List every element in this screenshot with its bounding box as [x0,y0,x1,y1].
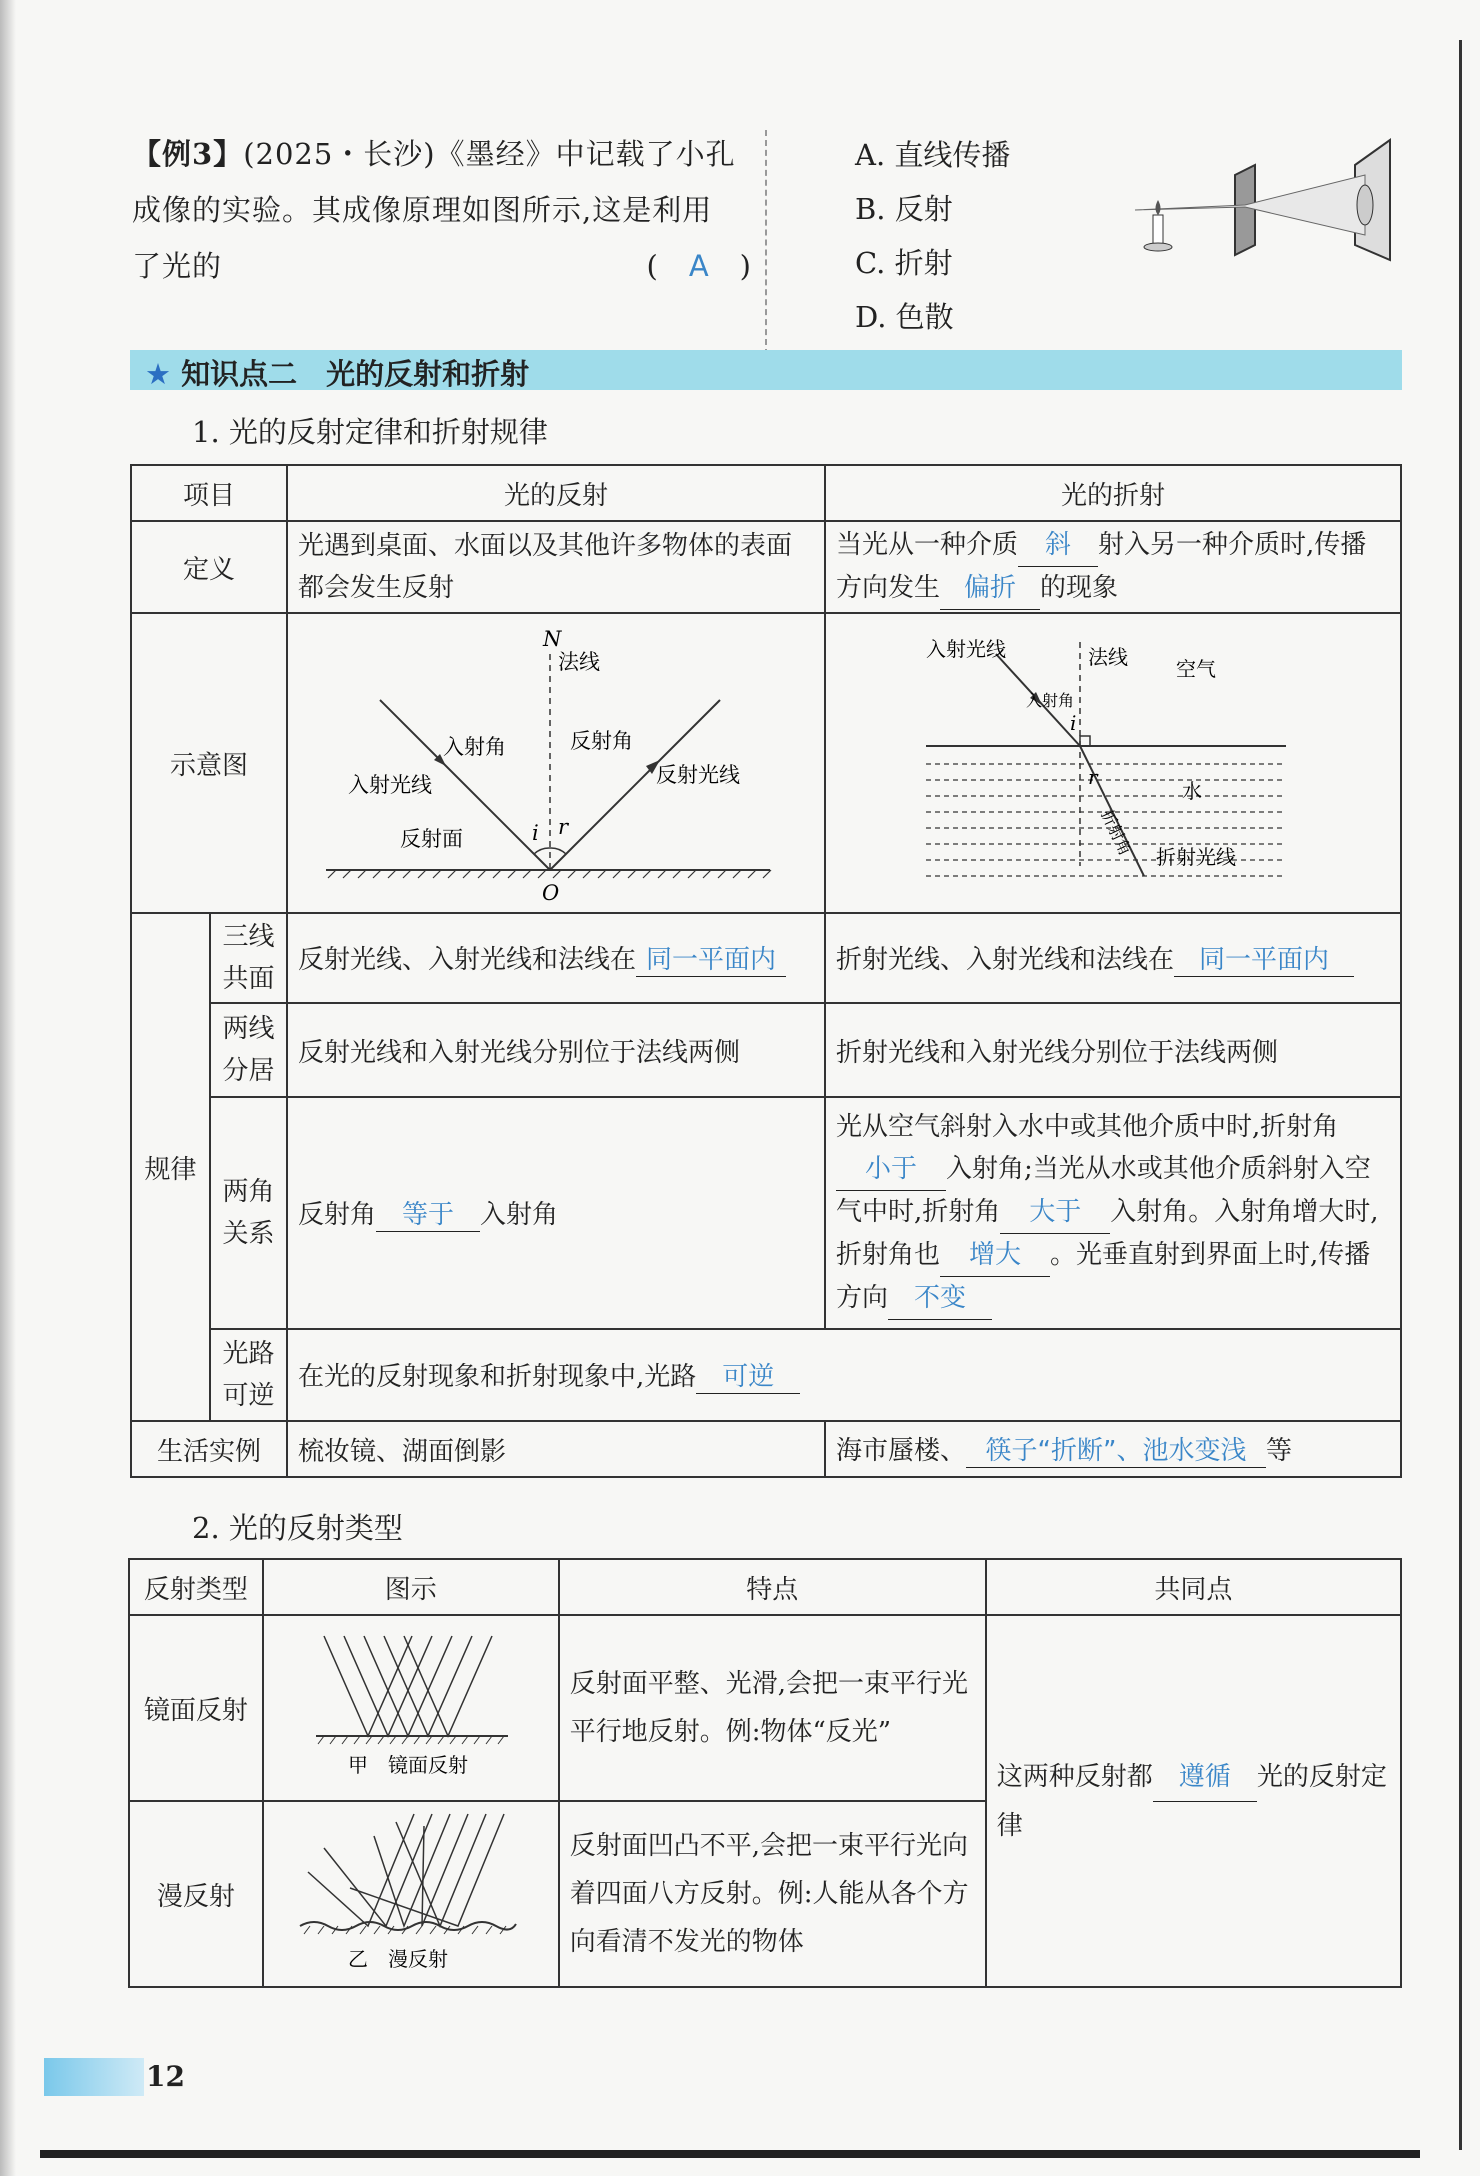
mirror-diagram-cell [263,1615,559,1801]
svg-text:空气: 空气 [1175,657,1216,681]
row-label: 示意图 [131,613,287,913]
reflection-diagram [288,614,824,912]
rule-label: 三线 共面 [210,913,287,1003]
row-label: 规律 [131,913,210,1421]
header-cell: 图示 [263,1559,559,1615]
rule-sides-reflection: 反射光线和入射光线分别位于法线两侧 [287,1003,825,1097]
option: A. 直线传播 [855,138,1011,172]
svg-text:入射角: 入射角 [1025,691,1074,710]
diffuse-diagram-cell [263,1801,559,1987]
rule-label: 两角 关系 [210,1097,287,1329]
reflection-diagram-cell [287,613,825,913]
diagram-caption: 乙 漫反射 [347,1947,448,1971]
svg-text:入射角: 入射角 [442,735,506,759]
refraction-diagram-cell [825,613,1401,913]
scan-edge [0,0,16,2176]
header-cell: 共同点 [986,1559,1401,1615]
svg-text:法线: 法线 [1087,645,1128,669]
svg-text:i: i [531,821,539,845]
rule-label: 光路 可逆 [210,1329,287,1421]
row-label: 生活实例 [131,1421,287,1477]
header-cell: 光的反射 [287,465,825,521]
row-label: 定义 [131,521,287,613]
options-list [855,128,1010,344]
definition-reflection: 光遇到桌面、水面以及其他许多物体的表面都会发生反射 [287,521,825,613]
svg-text:水: 水 [1181,779,1202,803]
diagram-caption: 甲 镜面反射 [347,1753,468,1777]
svg-text:反射角: 反射角 [569,729,633,753]
rule-sides-refraction: 折射光线和入射光线分别位于法线两侧 [825,1003,1401,1097]
header-cell: 光的折射 [825,465,1401,521]
label-normal: 法线 [557,650,600,674]
example-question: 【例3】(2025・长沙)《墨经》中记载了小孔 成像的实验。其成像原理如图所示,这是利用 了光的 ( A ) [132,137,752,283]
subsection-title: 1. 光的反射定律和折射规律 [192,415,548,449]
svg-text:O: O [541,881,560,905]
svg-text:r: r [557,815,569,839]
rule-coplanar-reflection: 反射光线、入射光线和法线在 同一平面内 [287,913,825,1003]
rule-angles-reflection: 反射角 等于 入射角 [287,1097,825,1329]
divider [765,130,767,355]
life-refraction: 海市蜃楼、 筷子“折断”、池水变浅 等 [825,1421,1401,1477]
svg-text:反射光线: 反射光线 [655,763,740,787]
svg-text:r: r [1087,765,1098,789]
life-reflection: 梳妆镜、湖面倒影 [287,1421,825,1477]
mirror-feature: 反射面平整、光滑,会把一束平行光平行地反射。例:物体“反光” [559,1615,986,1801]
page-number: 12 [146,2060,185,2093]
pinhole-figure [1115,135,1405,275]
rule-coplanar-refraction: 折射光线、入射光线和法线在 同一平面内 [825,913,1401,1003]
star-icon: ★ [145,357,171,391]
example-answer: A [688,249,710,283]
header-cell: 特点 [559,1559,986,1615]
common-point: 这两种反射都 遵循 光的反射定律 [986,1615,1401,1987]
scan-edge [1459,40,1462,2150]
refraction-diagram [826,614,1400,912]
svg-text:反射面: 反射面 [399,827,463,851]
svg-text:折射光线: 折射光线 [1155,845,1236,869]
example-line: 成像的实验。其成像原理如图所示,这是利用 [132,193,713,227]
rule-angles-refraction: 光从空气斜射入水中或其他介质中时,折射角小于 入射角;当光从水或其他介质斜射入空气中时,折射角 大于 入射角。入射角增大时,折射角也 增大 。光垂直射到界面上时,传播方向 不变 [825,1097,1401,1329]
diffuse-feature: 反射面凹凸不平,会把一束平行光向着四面八方反射。例:人能从各个方向看清不发光的物体 [559,1801,986,1987]
section-title: ★ 知识点二 光的反射和折射 [145,357,530,391]
row-label: 镜面反射 [129,1615,263,1801]
subsection-title: 2. 光的反射类型 [192,1511,403,1545]
example-line: (2025・长沙)《墨经》中记载了小孔 [243,137,736,171]
diffuse-reflection-diagram [264,1802,558,1986]
svg-text:i: i [1069,711,1077,735]
rule-label: 两线 分居 [210,1003,287,1097]
option: B. 反射 [855,192,953,226]
example-line: 了光的 [132,249,223,283]
law-table [130,464,1402,1478]
header-cell: 项目 [131,465,287,521]
rule-reversible: 在光的反射现象和折射现象中,光路 可逆 [287,1329,1401,1421]
header-cell: 反射类型 [129,1559,263,1615]
label-N: N [542,627,562,651]
svg-text:入射光线: 入射光线 [347,773,432,797]
option: C. 折射 [855,246,953,280]
row-label: 漫反射 [129,1801,263,1987]
svg-text:入射光线: 入射光线 [925,637,1006,661]
example-tag: 【例3】 [132,137,244,171]
reflection-types-table [128,1558,1402,1988]
definition-refraction: 当光从一种介质 斜 射入另一种介质时,传播方向发生 偏折 的现象 [825,521,1401,613]
page-number-bar [44,2058,144,2096]
option: D. 色散 [855,300,954,334]
svg-text:折射角: 折射角 [1097,806,1135,859]
scan-edge [40,2150,1420,2158]
mirror-reflection-diagram [264,1616,558,1800]
